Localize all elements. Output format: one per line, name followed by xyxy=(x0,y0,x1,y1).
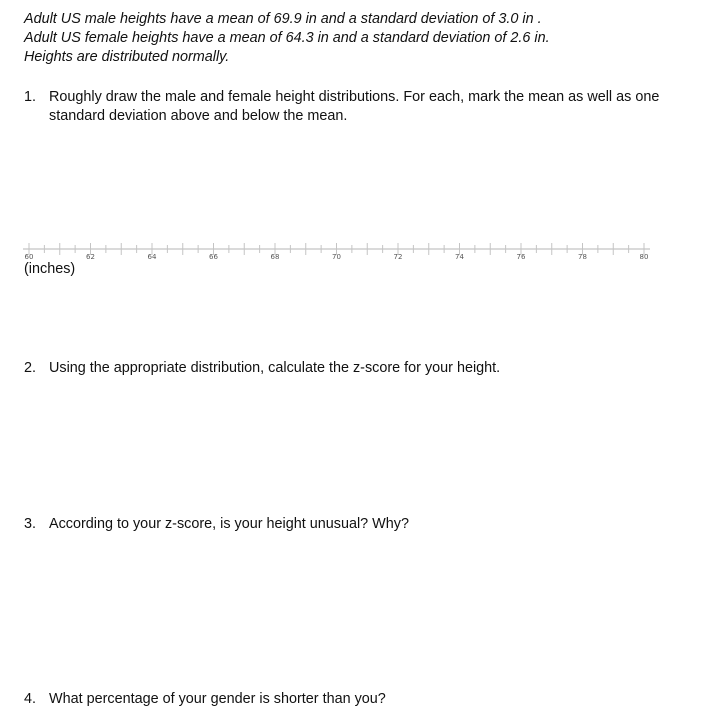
question-1-number: 1. xyxy=(24,89,37,105)
tick-label-60: 60 xyxy=(24,253,34,261)
tick-label-64: 64 xyxy=(147,253,157,261)
tick-label-80: 80 xyxy=(639,253,649,261)
tick-label-72: 72 xyxy=(393,253,403,261)
tick-label-66: 66 xyxy=(209,253,218,261)
question-2-text: Using the appropriate distribution, calculate the z-score for your height. xyxy=(49,360,501,376)
question-2-number: 2. xyxy=(24,360,37,376)
number-line-unit-label: (inches) xyxy=(24,261,76,277)
question-4-number: 4. xyxy=(24,691,37,707)
tick-label-76: 76 xyxy=(516,253,526,261)
tick-label-70: 70 xyxy=(332,253,341,261)
question-4-text: What percentage of your gender is shorter than you? xyxy=(49,691,386,707)
tick-label-74: 74 xyxy=(455,253,464,261)
question-1-text: Roughly draw the male and female height distributions. For each, mark the mean as well as one standard deviation above and below the mean. xyxy=(49,89,660,124)
tick-label-62: 62 xyxy=(86,253,95,261)
intro-block xyxy=(24,10,550,67)
intro-female-stats: Adult US female heights have a mean of 64.3 in and a standard deviation of 2.6 in. xyxy=(24,30,550,46)
question-3-text: According to your z-score, is your height unusual? Why? xyxy=(49,516,409,532)
intro-male-stats: Adult US male heights have a mean of 69.9 in and a standard deviation of 3.0 in . xyxy=(24,11,542,27)
tick-label-68: 68 xyxy=(270,253,280,261)
number-line xyxy=(0,238,721,268)
question-3-number: 3. xyxy=(24,516,37,532)
tick-label-78: 78 xyxy=(578,253,587,261)
intro-normal-note: Heights are distributed normally. xyxy=(24,49,230,65)
